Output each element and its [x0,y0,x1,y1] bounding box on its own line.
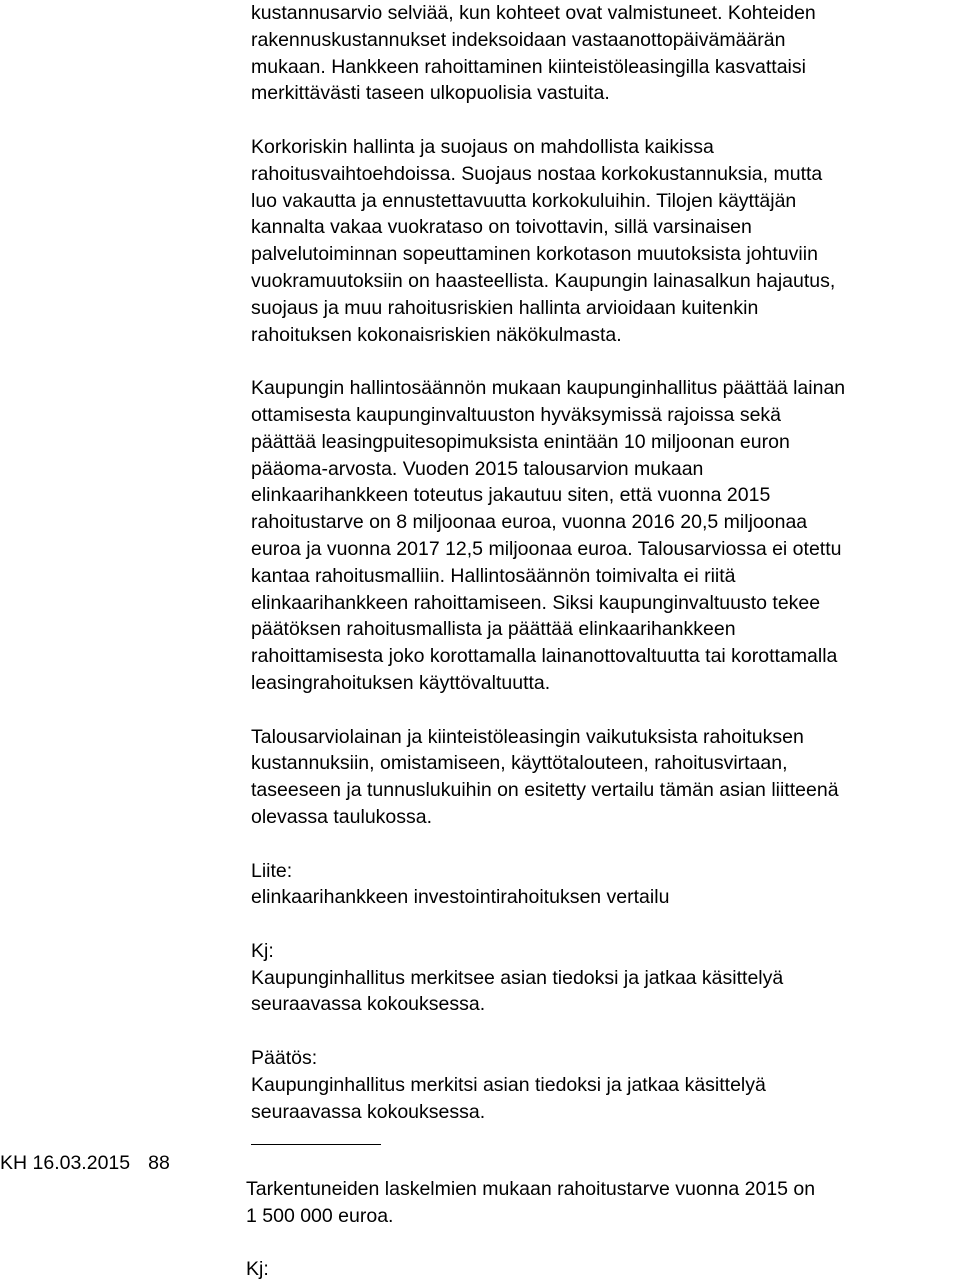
paragraph-gap [251,911,951,938]
section-separator [251,1144,381,1145]
paragraph-gap [251,348,951,375]
text-line: kustannusarvio selviää, kun kohteet ovat valmistuneet. Kohteiden [251,2,816,24]
paragraph-gap [251,107,951,134]
meeting-reference [0,1150,170,1177]
text-line: seuraavassa kokouksessa. [251,993,486,1016]
text-line: Kaupungin hallintosäännön mukaan kaupunginhallitus päättää lainan [251,377,846,400]
paragraph-administrative-rules [251,375,951,697]
text-line: mukaan. Hankkeen rahoittaminen kiinteistöleasingilla kasvattaisi [251,55,806,78]
decision-section [251,1045,951,1125]
paragraph-funding [251,0,951,107]
text-line: leasingrahoituksen käyttövaltuutta. [251,671,551,694]
text-line: Tarkentuneiden laskelmien mukaan rahoitustarve vuonna 2015 on [246,1178,816,1200]
text-line: 1 500 000 euroa. [246,1204,394,1227]
text-line: Kaupunginhallitus merkitsi asian tiedoksi ja jatkaa käsittelyä [251,1073,766,1096]
text-line: taseeseen ja tunnuslukuihin on esitetty vertailu tämän asian liitteenä [251,779,839,802]
paragraph-interest-risk [251,134,951,348]
text-line: elinkaarihankkeen toteutus jakautuu siten, että vuonna 2015 [251,484,771,507]
text-line: luo vakautta ja ennustettavuutta korkokuluihin. Tilojen käyttäjän [251,189,797,212]
paragraph-gap [251,697,951,724]
paragraph-gap [246,1230,946,1257]
text-line: elinkaarihankkeen rahoittamiseen. Siksi kaupunginvaltuusto tekee [251,591,821,614]
text-line: euroa ja vuonna 2017 12,5 miljoonaa euroa. Talousarviossa ei otettu [251,537,842,560]
text-line: suojaus ja muu rahoitusriskien hallinta arvioidaan kuitenkin [251,296,759,319]
text-line: Talousarviolainan ja kiinteistöleasingin vaikutuksista rahoituksen [251,725,804,748]
text-line: rahoitusvaihtoehdoissa. Suojaus nostaa korkokustannuksia, mutta [251,162,823,185]
text-line: rahoittamisesta joko korottamalla lainanottovaltuutta tai korottamalla [251,645,838,668]
text-line: rakennuskustannukset indeksoidaan vastaanottopäivämäärän [251,28,786,51]
text-line: seuraavassa kokouksessa. [251,1100,486,1123]
text-line: päätöksen rahoitusmallista ja päättää elinkaarihankkeen [251,618,736,641]
text-line: merkittävästi taseen ulkopuolisia vastuita. [251,82,610,105]
followup-proposal-label: Kj: [246,1258,269,1281]
attachment-link[interactable]: elinkaarihankkeen investointirahoituksen vertailu [251,886,670,909]
text-line: olevassa taulukossa. [251,805,433,828]
paragraph-comparison [251,724,951,831]
attachment-section [251,858,951,912]
proposal-section [251,938,951,1018]
text-line: pääoma-arvosta. Vuoden 2015 talousarvion mukaan [251,457,704,480]
text-line: päättää leasingpuitesopimuksista enintään 10 miljoonan euron [251,430,790,453]
text-line: kannalta vakaa vuokrataso on toivottavin, sillä varsinaisen [251,216,752,239]
followup-paragraph [246,1176,946,1230]
meeting-code: KH 16.03.2015 [0,1152,131,1174]
text-line: ottamisesta kaupunginvaltuuston hyväksymissä rajoissa sekä [251,403,782,426]
paragraph-gap [251,1018,951,1045]
proposal-label: Kj: [251,939,274,962]
text-line: rahoitustarve on 8 miljoonaa euroa, vuonna 2016 20,5 miljoonaa [251,511,808,534]
meeting-number: 88 [148,1152,170,1174]
text-line: palvelutoiminnan sopeuttaminen korkotason muutoksista johtuviin [251,243,818,266]
text-line: Kaupunginhallitus merkitsee asian tiedoksi ja jatkaa käsittelyä [251,966,784,989]
text-line: rahoituksen kokonaisriskien näkökulmasta. [251,323,622,346]
paragraph-gap [251,831,951,858]
text-line: vuokramuutoksiin on haasteellista. Kaupungin lainasalkun hajautus, [251,269,836,292]
main-content [251,0,951,1125]
text-line: Korkoriskin hallinta ja suojaus on mahdollista kaikissa [251,135,714,158]
text-line: kantaa rahoitusmalliin. Hallintosäännön toimivalta ei riitä [251,564,736,587]
text-line: kustannuksiin, omistamiseen, käyttötalouteen, rahoitusvirtaan, [251,752,788,775]
decision-label: Päätös: [251,1047,318,1070]
followup-section [246,1176,946,1283]
attachment-label: Liite: [251,859,293,882]
